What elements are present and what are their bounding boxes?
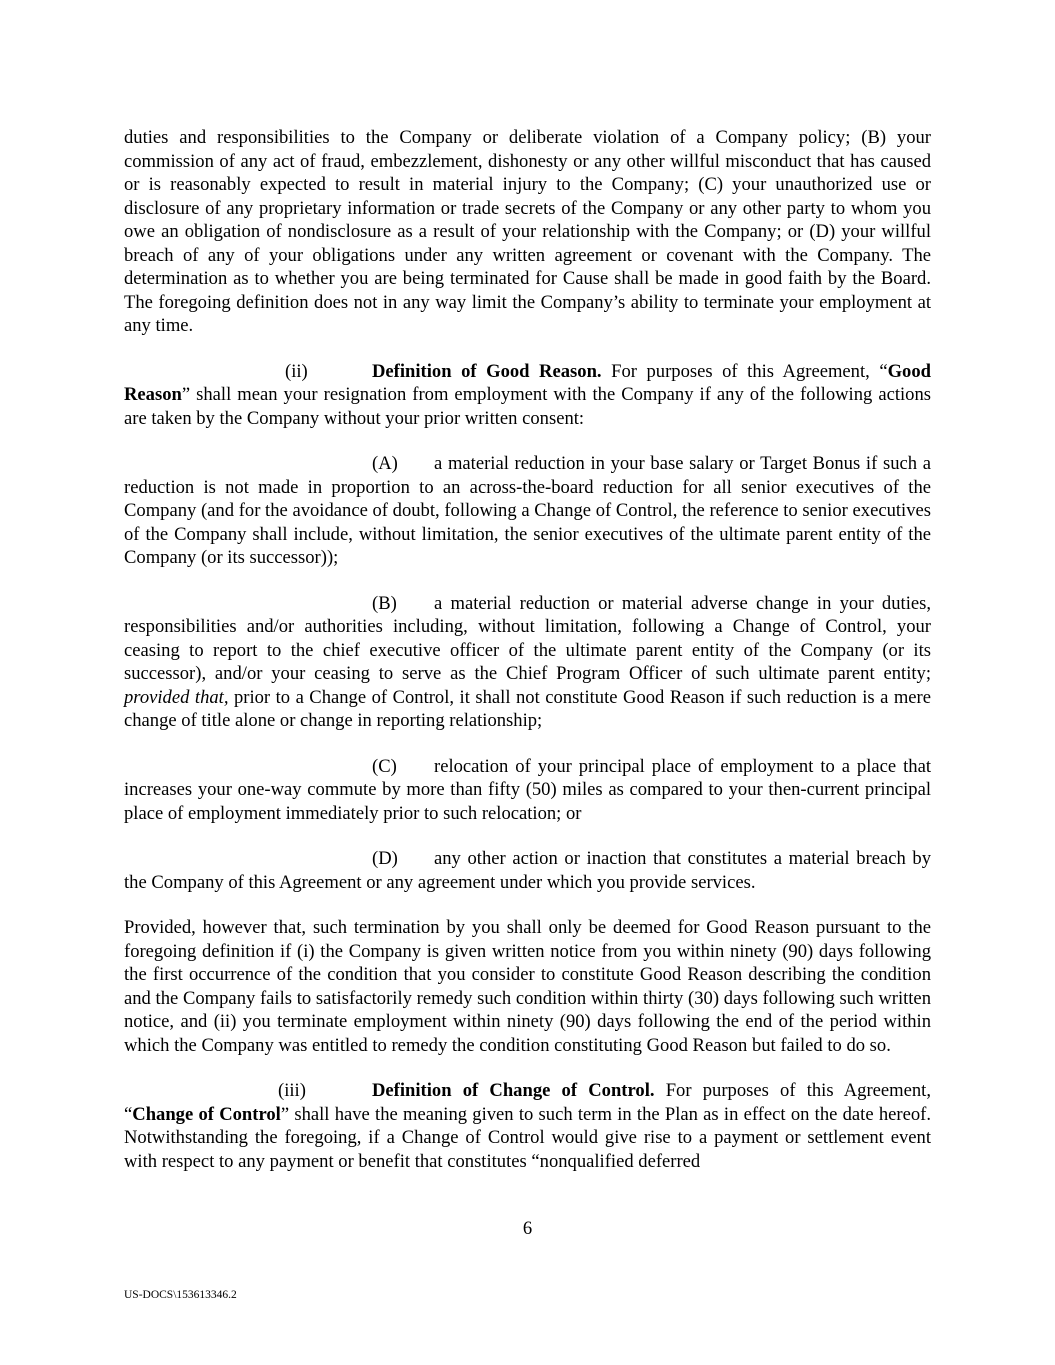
change-of-control-term: Change of Control [132,1103,281,1125]
item-label-c: (C) [372,755,397,777]
item-label-b: (B) [372,592,397,614]
cause-paragraph-continued: duties and responsibilities to the Company or deliberate violation of a Company policy; (B) your commission of any act of fraud, embezzlement, dishonesty or any other willful misconduct that has caused or is reasonably expected to result in material injury to the Company; (C) your unauthorized use or disclosure of any proprietary information or trade secrets of the Company or any other party to whom you owe an obligation of nondisclosure as a result of your relationship with the Company; or (D) your willful breach of any of your obligations under any written agreement or covenant with the Company. The determination as to whether you are being terminated for Cause shall be made in good faith by the Board. The foregoing definition does not in any way limit the Company’s ability to terminate your employment at any time. [124,127,931,336]
page-number: 6 [522,1218,533,1239]
item-text-c: relocation of your principal place of employment to a place that increases your one-way commute by more than fifty (50) miles as compared to your then-current principal place of employment immediately prior to such relocation; or [124,755,931,824]
item-text-b-b: prior to a Change of Control, it shall not constitute Good Reason if such reduction is a mere change of title alone or change in reporting relationship; [124,686,931,731]
body-text [124,126,931,1173]
item-text-b-a: a material reduction or material adverse change in your duties, responsibilities and/or authorities including, without limitation, following a Change of Control, your ceasing to report to the chief executive officer of the ultimate parent entity of the Company (or its successor), and/or your ceasing to serve as the Chief Program Officer of such ultimate parent entity; [124,592,931,684]
good-reason-item-c [124,755,931,826]
change-of-control-text-a: For purposes of this Agreement, “ [124,1080,931,1125]
change-of-control-text-b: ” shall have the meaning given to such term in the Plan as in effect on the date hereof. Notwithstanding the foregoing, if a Change of Control would give rise to a payment or settlement event with respect to any payment or benefit that constitutes “nonqualified deferred [124,1103,931,1172]
good-reason-item-a [124,452,931,570]
good-reason-item-d [124,847,931,894]
item-text-d: any other action or inaction that constitutes a material breach by the Company of this Agreement or any agreement under which you provide services. [124,848,931,893]
item-label-a: (A) [372,453,398,474]
good-reason-paragraph [124,360,931,431]
good-reason-text-b: ” shall mean your resignation from employment with the Company if any of the following actions are taken by the Company without your prior written consent: [124,384,931,429]
proviso-paragraph: Provided, however that, such termination by you shall only be deemed for Good Reason pursuant to the foregoing definition if (i) the Company is given written notice from you within ninety (90) days following the first occurrence of the condition that you consider to constitute Good Reason describing the condition and the Company fails to satisfactorily remedy such condition within thirty (30) days following such written notice, and (ii) you terminate employment within ninety (90) days following the end of the period within which the Company was entitled to remedy the condition constituting Good Reason but failed to do so. [124,917,931,1056]
item-text-b-italic: provided that, [124,686,229,708]
good-reason-term: Good Reason [124,360,931,405]
item-text-a: a material reduction in your base salary or Target Bonus if such a reduction is not made in proportion to an across-the-board reduction for all senior executives of the Company (and for the avoidance of doubt, following a Change of Control, the reference to senior executives of the Company shall include, without limitation, the senior executives of the ultimate parent entity of the Company (or its successor)); [124,453,931,568]
good-reason-heading: Definition of Good Reason. [372,360,602,382]
section-number-ii: (ii) [285,360,308,382]
good-reason-text-a: For purposes of this Agreement, “ [601,360,888,382]
item-label-d: (D) [372,848,398,869]
section-number-iii: (iii) [278,1080,306,1101]
change-of-control-heading: Definition of Change of Control. [372,1080,655,1101]
document-id-footer: US-DOCS\153613346.2 [124,1289,237,1301]
good-reason-item-b [124,592,931,733]
change-of-control-paragraph [124,1079,931,1173]
